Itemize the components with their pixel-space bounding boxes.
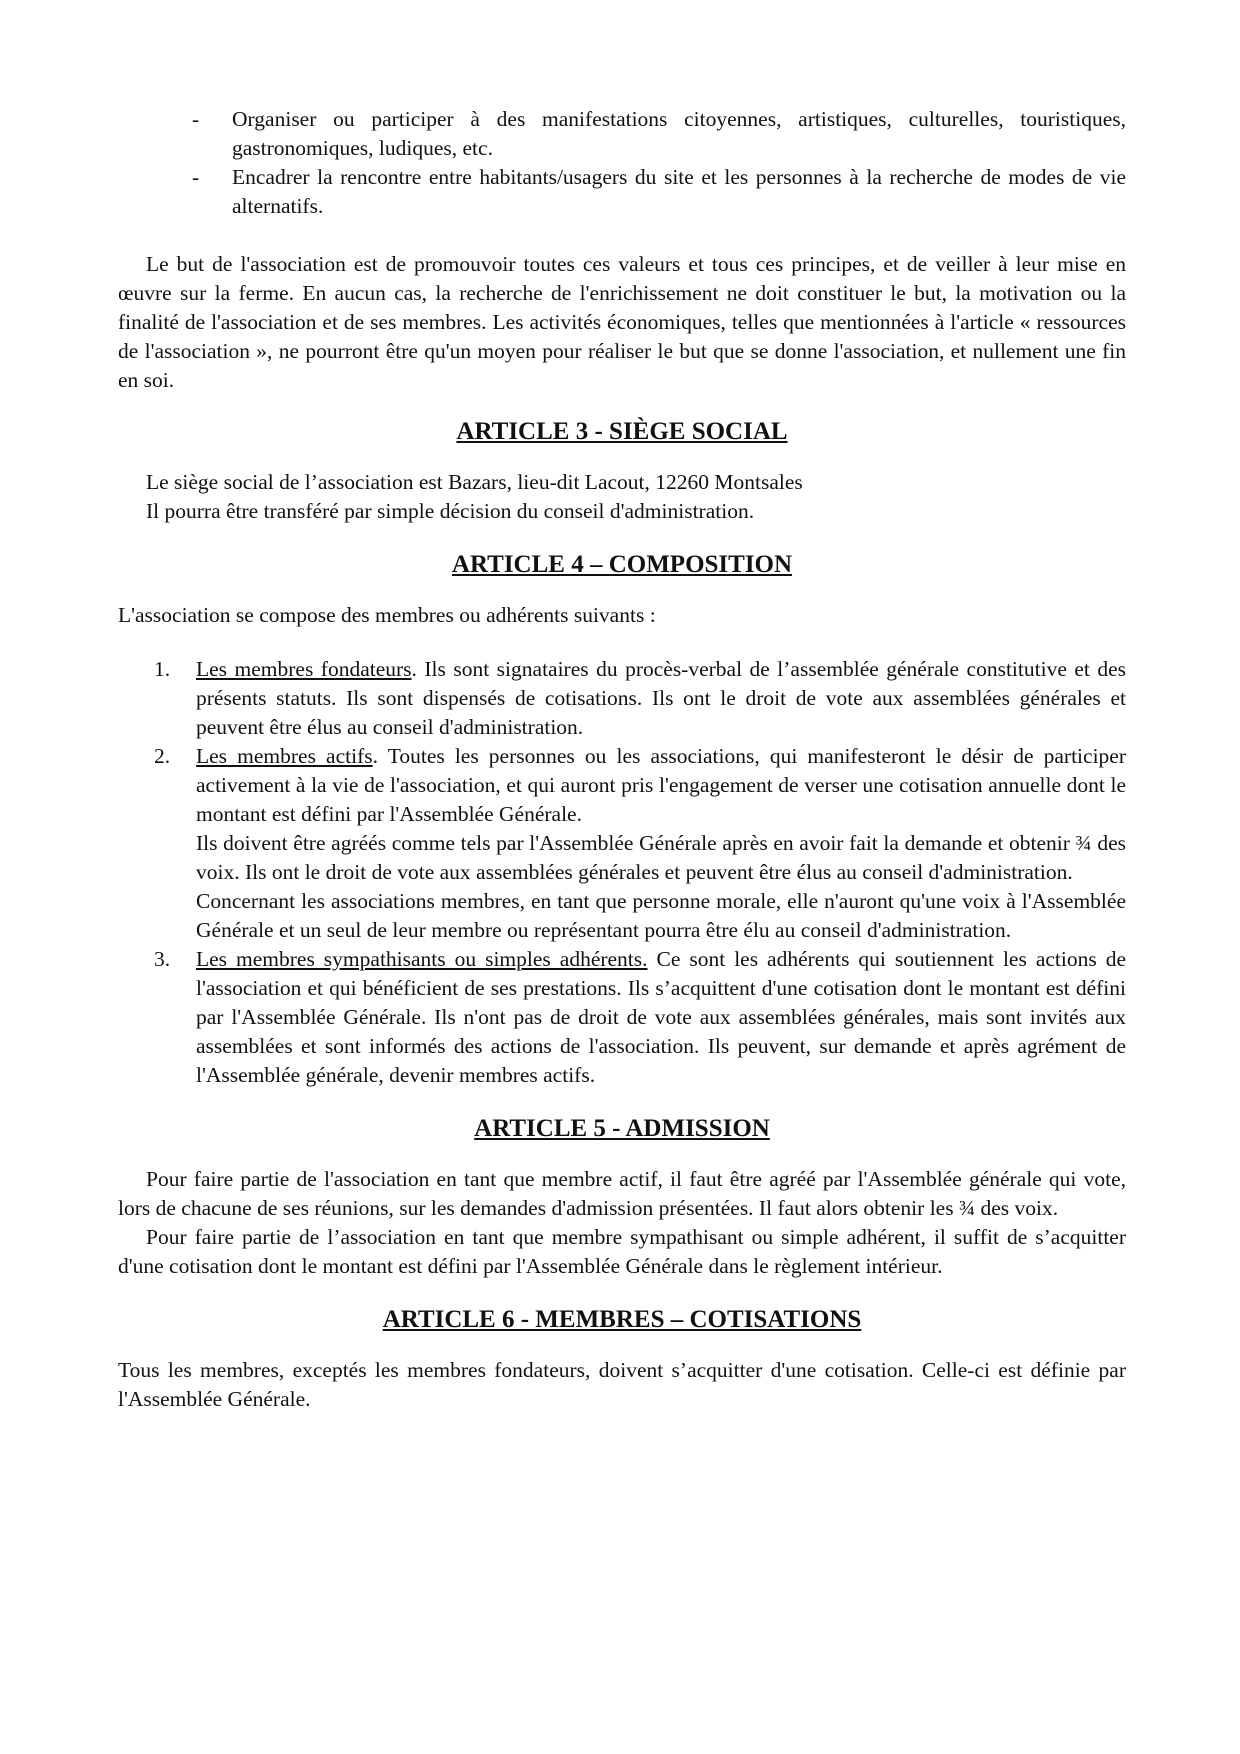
item-text: . Ils sont signataires du procès-verbal de l’assemblée générale constitutive et des présents statuts. Ils sont dispensés de cotisations. Ils ont le droit de vote aux assemblées générales et peuvent être élus au conseil d'administration. — [196, 657, 1126, 739]
item-text: Ce sont les adhérents qui soutiennent les actions de l'association et qui bénéficient de ses prestations. Ils s’acquittent d'une cotisation dont le montant est défini par l'Assemblée Générale. Ils n'ont pas de droit de vote aux assemblées générales, mais sont invités aux assemblées et sont informés des actions de l'association. Ils peuvent, sur demande et après agrément de l'Assemblée générale, devenir membres actifs. — [196, 947, 1126, 1087]
item-number: 2. — [154, 744, 171, 768]
siege-address: Le siège social de l’association est Bazars, lieu-dit Lacout, 12260 Montsales — [146, 470, 803, 494]
article-6-para-1: Tous les membres, exceptés les membres fondateurs, doivent s’acquitter d'une cotisation. Celle-ci est définie par l'Assemblée Générale. — [118, 1358, 1126, 1411]
list-item-text: Organiser ou participer à des manifestations citoyennes, artistiques, culturelles, touristiques, gastronomiques, ludiques, etc. — [232, 107, 1126, 160]
item-number: 1. — [154, 657, 171, 681]
article-3-title: ARTICLE 3 - SIÈGE SOCIAL — [456, 418, 788, 445]
members-list — [118, 655, 1126, 1090]
article-3-body — [118, 468, 1126, 526]
item-label: Les membres actifs — [196, 744, 373, 768]
item-label: Les membres fondateurs — [196, 657, 412, 681]
list-dash: - — [192, 107, 200, 131]
list-item — [118, 655, 1126, 742]
item-text: . Toutes les personnes ou les associations, qui manifesteront le désir de participer activement à la vie de l'association, et qui auront pris l'engagement de verser une cotisation annuelle dont le montant est défini par l'Assemblée Générale. — [196, 744, 1127, 826]
list-item-text: Encadrer la rencontre entre habitants/usagers du site et les personnes à la recherche de modes de vie alternatifs. — [232, 165, 1126, 218]
list-item — [118, 742, 1126, 945]
list-item — [118, 105, 1126, 163]
article-4-intro: L'association se compose des membres ou adhérents suivants : — [118, 603, 656, 627]
item-extra: Ils doivent être agréés comme tels par l'Assemblée Générale après en avoir fait la demande et obtenir ¾ des voix. Ils ont le droit de vote aux assemblées générales et peuvent être élus au conseil d'administration. — [196, 831, 1126, 884]
siege-transfer: Il pourra être transféré par simple décision du conseil d'administration. — [146, 499, 755, 523]
article-5-title: ARTICLE 5 - ADMISSION — [474, 1115, 770, 1142]
item-number: 3. — [154, 947, 171, 971]
list-item — [118, 163, 1126, 221]
article-6-title: ARTICLE 6 - MEMBRES – COTISATIONS — [382, 1306, 862, 1333]
article-4-title: ARTICLE 4 – COMPOSITION — [451, 551, 793, 578]
article-5-para-1: Pour faire partie de l'association en tant que membre actif, il faut être agréé par l'Assemblée générale qui vote, lors de chacune de ses réunions, sur les demandes d'admission présentées. Il faut alors obtenir les ¾ des voix. — [118, 1167, 1126, 1220]
list-item — [118, 945, 1126, 1090]
intro-list — [118, 105, 1126, 221]
item-extra: Concernant les associations membres, en tant que personne morale, elle n'auront qu'une voix à l'Assemblée Générale et un seul de leur membre ou représentant pourra être élu au conseil d'administration. — [196, 889, 1126, 942]
list-dash: - — [192, 165, 200, 189]
item-label: Les membres sympathisants ou simples adhérents. — [196, 947, 648, 971]
but-paragraph: Le but de l'association est de promouvoir toutes ces valeurs et tous ces principes, et de veiller à leur mise en œuvre sur la ferme. En aucun cas, la recherche de l'enrichissement ne doit constituer le but, la motivation ou la finalité de l'association et de ses membres. Les activités économiques, telles que mentionnées à l'article « ressources de l'association », ne pourront être qu'un moyen pour réaliser le but que se donne l'association, et nullement une fin en soi. — [118, 252, 1126, 392]
article-5-para-2: Pour faire partie de l’association en tant que membre sympathisant ou simple adhérent, il suffit de s’acquitter d'une cotisation dont le montant est défini par l'Assemblée Générale dans le règlement intérieur. — [118, 1225, 1126, 1278]
document-content — [118, 105, 1126, 1414]
